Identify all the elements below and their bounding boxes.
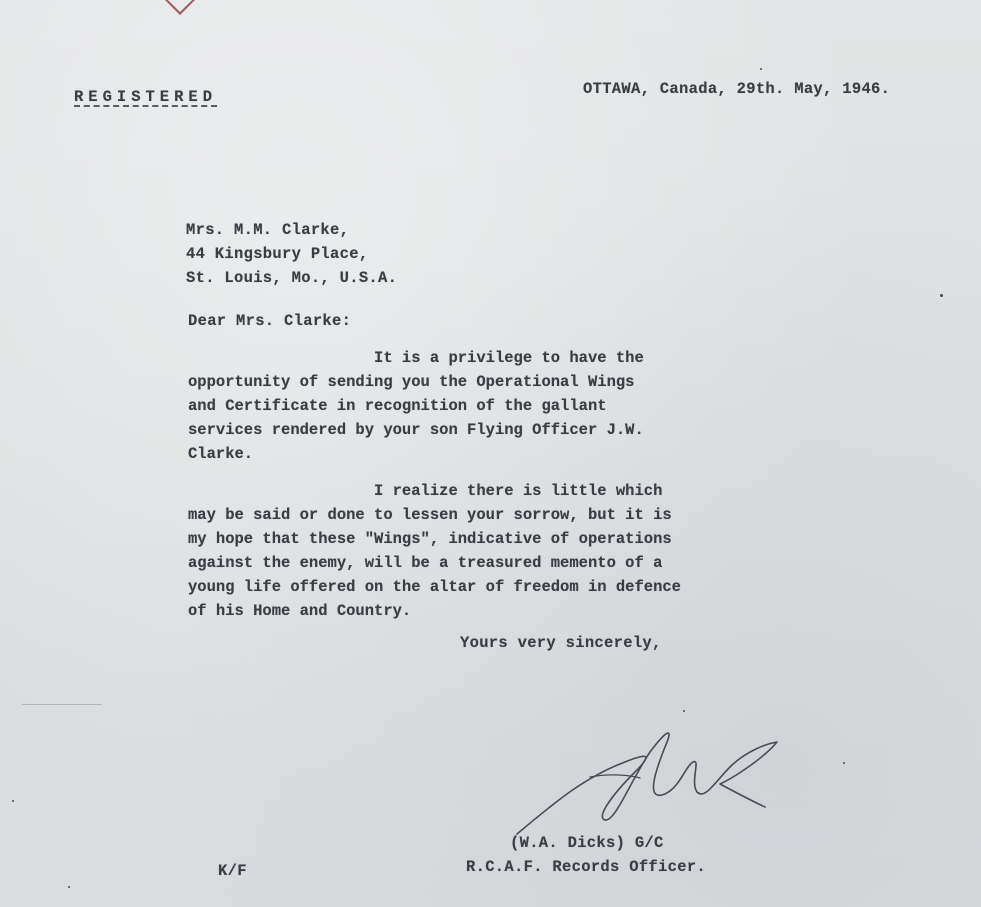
signatory-name: (W.A. Dicks) G/C — [510, 834, 664, 852]
paper-speck — [683, 710, 685, 712]
paper-speck — [940, 294, 943, 297]
dateline: OTTAWA, Canada, 29th. May, 1946. — [583, 80, 891, 98]
typist-initials: K/F — [218, 862, 247, 880]
salutation: Dear Mrs. Clarke: — [188, 312, 352, 330]
signatory-title: R.C.A.F. Records Officer. — [466, 858, 707, 876]
paper-speck — [843, 762, 845, 764]
fold-line — [22, 704, 102, 705]
paper-speck — [68, 886, 70, 888]
handwritten-signature — [515, 722, 785, 840]
address-line-1: Mrs. M.M. Clarke, — [186, 221, 350, 239]
registered-stamp: REGISTERED — [74, 88, 218, 106]
paper-speck — [760, 68, 762, 70]
address-line-3: St. Louis, Mo., U.S.A. — [186, 269, 398, 287]
body-paragraph-2: I realize there is little which may be said or done to lessen your sorrow, but it is my hope that these "Wings", indicative of operations against the enemy, will be a treasured memento of a young life offered on the altar of freedom in defence of his Home and Country. — [188, 482, 681, 620]
body-paragraph-1: It is a privilege to have the opportunity of sending you the Operational Wings and Certificate in recognition of the gallant services rendered by your son Flying Officer J.W. Clarke. — [188, 349, 644, 463]
corner-mark — [163, 0, 197, 15]
closing: Yours very sincerely, — [460, 634, 662, 652]
paper-speck — [12, 800, 14, 802]
address-line-2: 44 Kingsbury Place, — [186, 245, 369, 263]
